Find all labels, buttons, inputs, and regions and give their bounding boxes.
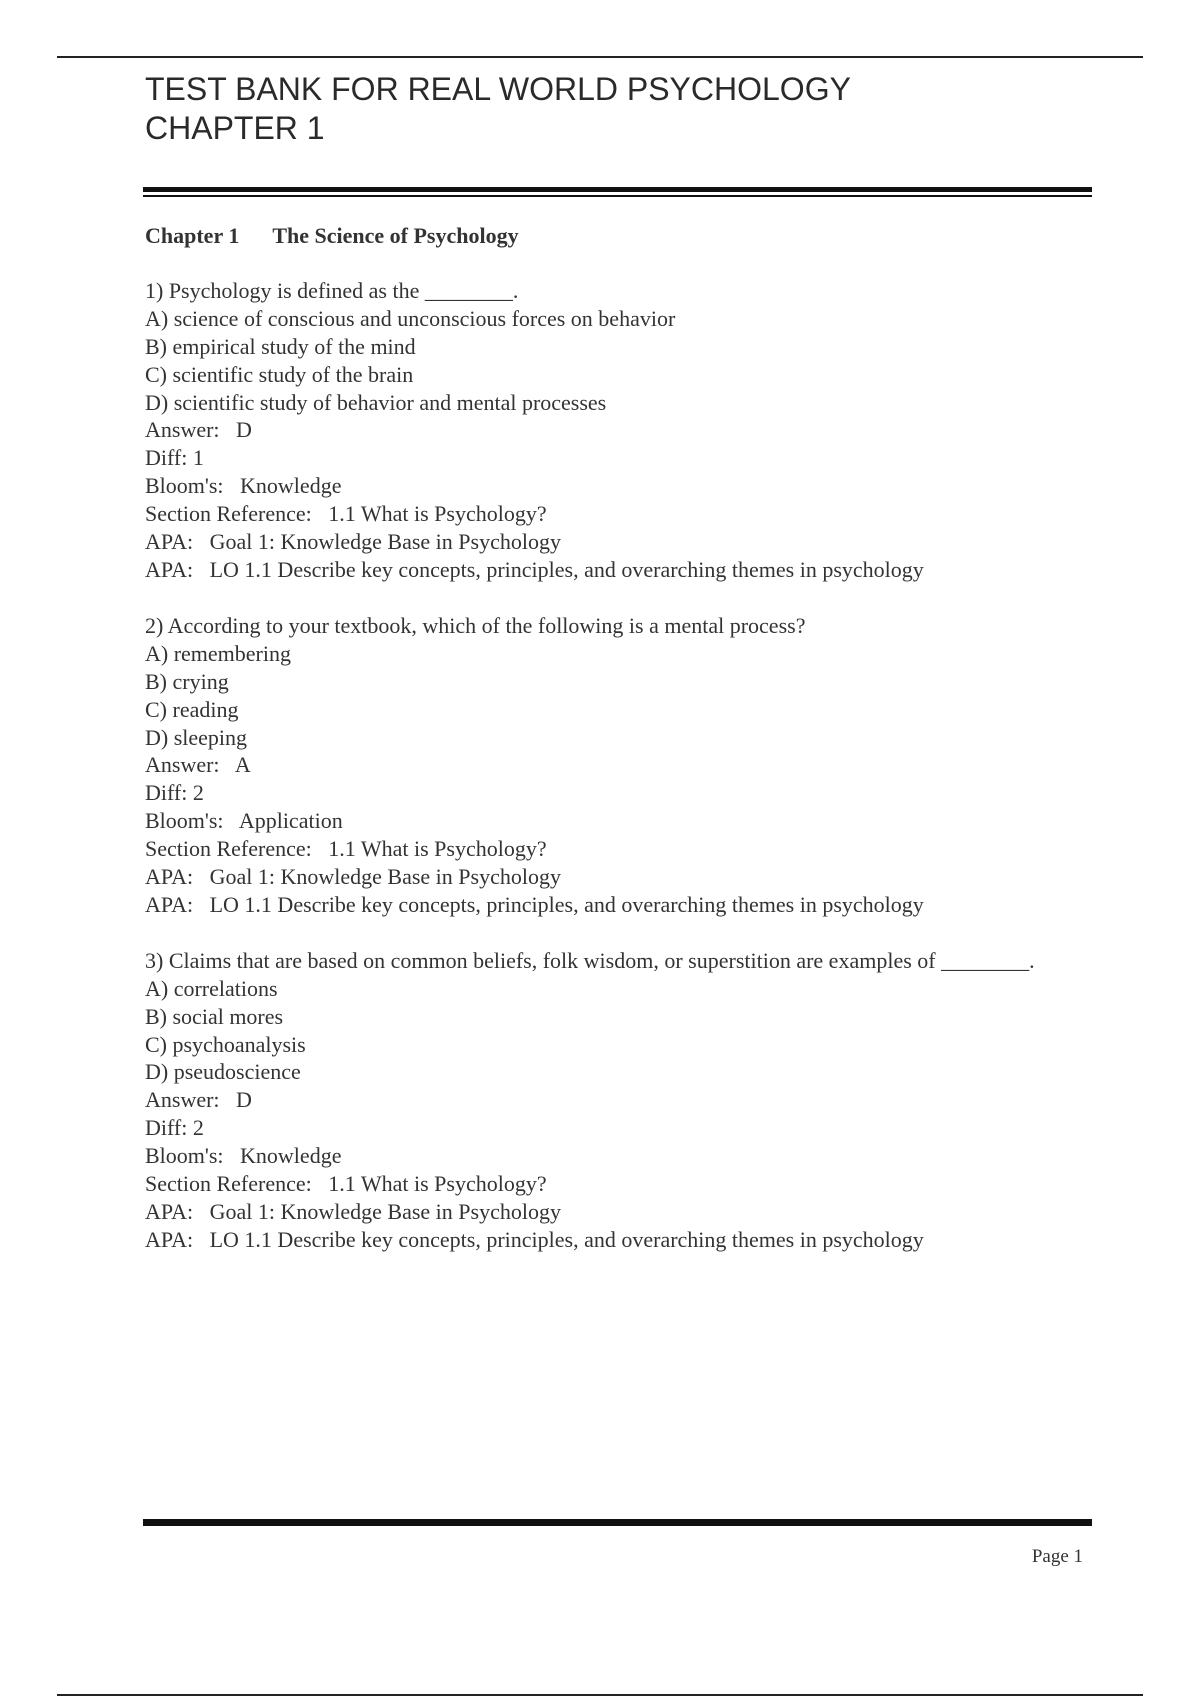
- option-d: D) pseudoscience: [145, 1059, 301, 1085]
- page-top-rule: [57, 56, 1143, 58]
- question-stem: 3) Claims that are based on common beliefs, folk wisdom, or superstition are examples of ________.: [145, 947, 1035, 973]
- apa-lo: APA: LO 1.1 Describe key concepts, principles, and overarching themes in psychology: [145, 891, 924, 917]
- title-line-2: CHAPTER 1: [145, 110, 325, 146]
- difficulty: Diff: 1: [145, 445, 204, 471]
- question-3: [145, 947, 1085, 1254]
- page-bottom-rule: [57, 1694, 1143, 1696]
- section-reference: Section Reference: 1.1 What is Psychology?: [145, 501, 547, 527]
- option-d: D) sleeping: [145, 724, 248, 750]
- chapter-heading: [145, 222, 1085, 250]
- difficulty: Diff: 2: [145, 1115, 204, 1141]
- answer: Answer: D: [145, 417, 252, 443]
- apa-goal: APA: Goal 1: Knowledge Base in Psychology: [145, 864, 561, 890]
- answer: Answer: A: [145, 752, 251, 778]
- chapter-label: Chapter 1: [145, 223, 240, 248]
- chapter-name: The Science of Psychology: [272, 223, 519, 248]
- apa-lo: APA: LO 1.1 Describe key concepts, principles, and overarching themes in psychology: [145, 1226, 924, 1252]
- option-b: B) empirical study of the mind: [145, 333, 416, 359]
- section-reference: Section Reference: 1.1 What is Psychology?: [145, 836, 547, 862]
- question-2: [145, 612, 1085, 919]
- document-title: [145, 70, 851, 148]
- title-line-1: TEST BANK FOR REAL WORLD PSYCHOLOGY: [145, 71, 851, 107]
- option-c: C) reading: [145, 696, 239, 722]
- option-a: A) science of conscious and unconscious forces on behavior: [145, 305, 676, 331]
- header-divider-thin: [143, 195, 1092, 197]
- footer-divider: [143, 1519, 1092, 1526]
- option-b: B) social mores: [145, 1003, 284, 1029]
- question-stem: 2) According to your textbook, which of the following is a mental process?: [145, 612, 806, 638]
- header-divider-thick: [143, 187, 1092, 192]
- answer: Answer: D: [145, 1087, 252, 1113]
- question-1: [145, 277, 1085, 584]
- document-body: [145, 222, 1085, 1282]
- apa-goal: APA: Goal 1: Knowledge Base in Psychology: [145, 1199, 561, 1224]
- option-a: A) correlations: [145, 975, 278, 1001]
- page-number: Page 1: [1031, 1546, 1083, 1567]
- header-divider: [143, 187, 1092, 198]
- option-a: A) remembering: [145, 640, 291, 666]
- apa-lo: APA: LO 1.1 Describe key concepts, principles, and overarching themes in psychology: [145, 556, 924, 582]
- option-d: D) scientific study of behavior and mental processes: [145, 389, 607, 415]
- option-c: C) scientific study of the brain: [145, 361, 414, 387]
- blooms: Bloom's: Application: [145, 808, 343, 834]
- blooms: Bloom's: Knowledge: [145, 1143, 342, 1169]
- difficulty: Diff: 2: [145, 780, 204, 806]
- option-b: B) crying: [145, 668, 229, 694]
- apa-goal: APA: Goal 1: Knowledge Base in Psychology: [145, 529, 561, 555]
- option-c: C) psychoanalysis: [145, 1031, 306, 1057]
- section-reference: Section Reference: 1.1 What is Psychology?: [145, 1171, 547, 1197]
- question-stem: 1) Psychology is defined as the ________.: [145, 277, 519, 303]
- blooms: Bloom's: Knowledge: [145, 473, 342, 499]
